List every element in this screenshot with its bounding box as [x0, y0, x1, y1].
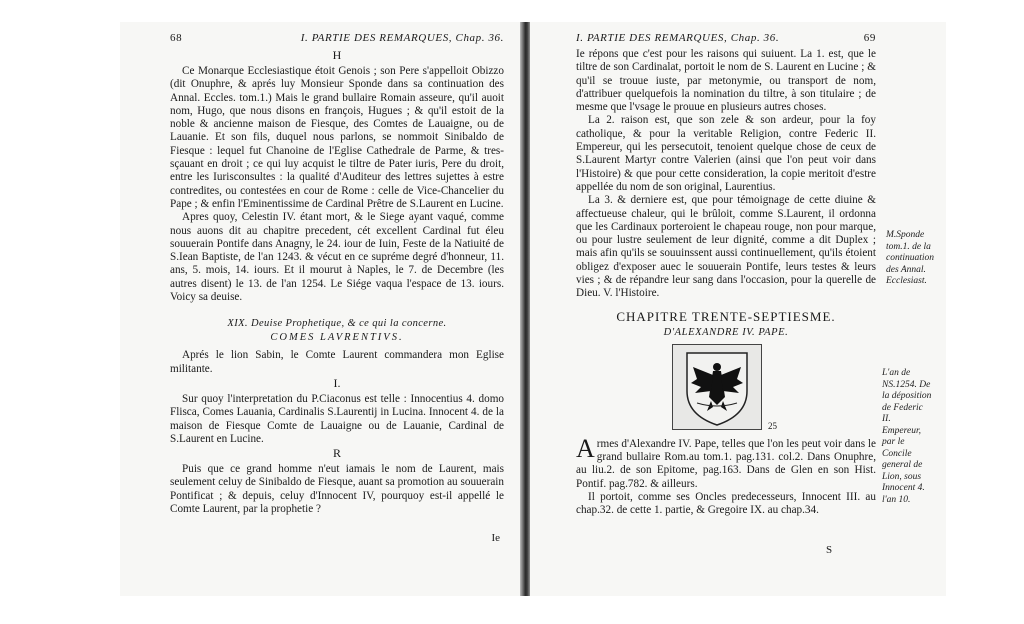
- left-paragraph-3: Sur quoy l'interpretation du P.Ciaconus est telle : Innocentius 4. domo Flisca, Comes Lauania, Cardinalis S.Laurentij in Lucina. Innocent 4. de la maison de Fiesque Comte de Lauaigne ou de Lauanie, Cardinal de S.Laurent en Lucine.: [170, 392, 504, 445]
- right-paragraph-4: Armes d'Alexandre IV. Pape, telles que l'on les peut voir dans le grand bullaire Rom.au tom.1. pag.131. col.2. Dans Onuphre, au liu.2. de son Epitome, pag.163. Dans de Glen en son Hist. Pontif. pag.782. & ailleurs.: [576, 433, 876, 490]
- right-running-head-text: I. PARTIE DES REMARQUES, Chap. 36.: [576, 32, 780, 44]
- left-running-head-text: I. PARTIE DES REMARQUES, Chap. 36.: [300, 32, 504, 44]
- margin-note-an-de-ns: L'an de NS.1254. De la déposition de Federic II. Empereur, par le Concile general de Lion, sous Innocent 4. l'an 10.: [882, 368, 932, 505]
- margin-note-sponde: M.Sponde tom.1. de la continuation des Annal. Ecclesiast.: [886, 230, 935, 286]
- roman-numeral: I.: [333, 375, 341, 390]
- motto: COMES LAVRENTIVS.: [270, 332, 404, 344]
- right-paragraph-5: Il portoit, comme ses Oncles predecesseurs, Innocent III. au chap.32. de cette 1. partie, & Gregoire IX. au chap.34.: [576, 490, 876, 517]
- chapter-subtitle: D'ALEXANDRE IV. PAPE.: [663, 326, 789, 338]
- left-running-head: [170, 32, 504, 44]
- left-page-number: 68: [170, 32, 183, 44]
- motto-paragraph: Aprés le lion Sabin, le Comte Laurent commandera mon Eglise militante.: [170, 349, 504, 375]
- chapter-title: CHAPITRE TRENTE-SEPTIESME.: [616, 308, 836, 324]
- right-page-number: 69: [863, 32, 876, 44]
- right-page: [530, 22, 946, 596]
- right-running-head: [576, 32, 876, 44]
- right-catchword: S: [826, 544, 833, 556]
- right-paragraph-2: La 2. raison est, que son zele & son ardeur, pour la foy catholique, & pour la veritable Religion, contre Federic II. Empereur, qui les persecutoit, tenoient quelque chose de ceux de S.Laurent Martyr contre Valerien (ainsi que l'on peut voir dans l'Histoire) & que pour cette consideration, la copie meritoit d'estre appellée du nom de son original, Laurentius.: [576, 114, 876, 193]
- left-paragraph-4: Puis que ce grand homme n'eut iamais le nom de Laurent, mais seulement celuy de Sinibaldo de Fiesque, auant sa promotion au souuerain Pontificat ; & depuis, celuy d'Innocent IV, pourquoy est-il appellé le Comte Laurent, par la prophetie ?: [170, 463, 504, 516]
- eagle-shield-icon: [673, 345, 761, 429]
- section-letter-h: H: [332, 48, 342, 62]
- right-paragraph-1: Ie répons que c'est pour les raisons qui suiuent. La 1. est, que le tiltre de son Cardinalat, portoit le nom de S. Laurent en Lucine ; & qu'il se trouue iuste, par metonymie, ou transport de nom, d'attribuer quelquefois la nomination du tiltre, à son titulaire ; de mesme que l'vsage le prouue en plusieurs autres choses.: [576, 48, 876, 114]
- coat-label: 25: [768, 420, 777, 431]
- section-letter-r: R: [332, 446, 341, 461]
- left-paragraph-2: Apres quoy, Celestin IV. étant mort, & le Siege ayant vaqué, comme nous auons dit au chapitre precedent, cét excellent Cardinal fut éleu souuerain Pontife dans Anagny, le 24. iour de Iuin, Feste de la Natiuité de S.Iean Baptiste, de l'an 1243. & vécut en ce supréme degré d'honneur, 11. ans, 5. mois, 14. iours. Et il mourut à Naples, le 7. de Decembre (les autres disent) le 13. de l'an 1254. Le Siége vaqua l'espace de 13. iours. Voicy sa deuise.: [170, 211, 504, 304]
- right-paragraph-3: La 3. & derniere est, que pour témoignage de cette diuine & affectueuse chaleur, qui le brûloit, comme S.Laurent, il ordonna que les Cardinaux porteroient le chapeau rouge, non pour marque, ou pour lustre seulement de leur dignité, comme a dit Duplex ; mais afin qu'ils se souuinssent aussi continuellement, qu'ils étoient obligez d'exposer auec le souuerain Pontife, leurs testes & leurs vies ; & de répandre leur sang dans l'occasion, pour la querelle de Dieu. V. l'Histoire.: [576, 194, 876, 300]
- left-page: [120, 22, 522, 596]
- coat-of-arms-image: [672, 344, 777, 431]
- left-body: [170, 65, 504, 516]
- left-paragraph-1: Ce Monarque Ecclesiastique étoit Genois ; son Pere s'appelloit Obizzo (dit Onuphre, & aprés luy Monsieur Sponde dans sa continuation des Annal. Eccles. tom.1.) Mais le grand bullaire Romain asseure, qu'il auoit nom, Hugo, que nous disons en françois, Hugues ; & qu'il estoit de la noble & ancienne maison de Fiesque, des Comtes de Lauaigne, ou de Lauanie. Et son fils, duquel nous parlons, se nommoit Sinibaldo de Fiesque : lequel fut Chanoine de l'Eglise Cathedrale de Parme, & tres-sçauant en droit ; ce qui luy acquist le tiltre de Pater iuris, Pere du droit, entre les Iurisconsultes : la qualité d'Auditeur des lettres sujettes à estre contredites, ou contestées en cour de Rome : celle de Vice-Chancelier du Pape ; & enfin l'Eminentissime de Cardinal Prêtre de S.Laurent en Lucine.: [170, 65, 504, 210]
- right-body: [576, 48, 876, 517]
- section-title: XIX. Deuise Prophetique, & ce qui la concerne.: [227, 318, 447, 330]
- left-catchword: Ie: [491, 532, 500, 544]
